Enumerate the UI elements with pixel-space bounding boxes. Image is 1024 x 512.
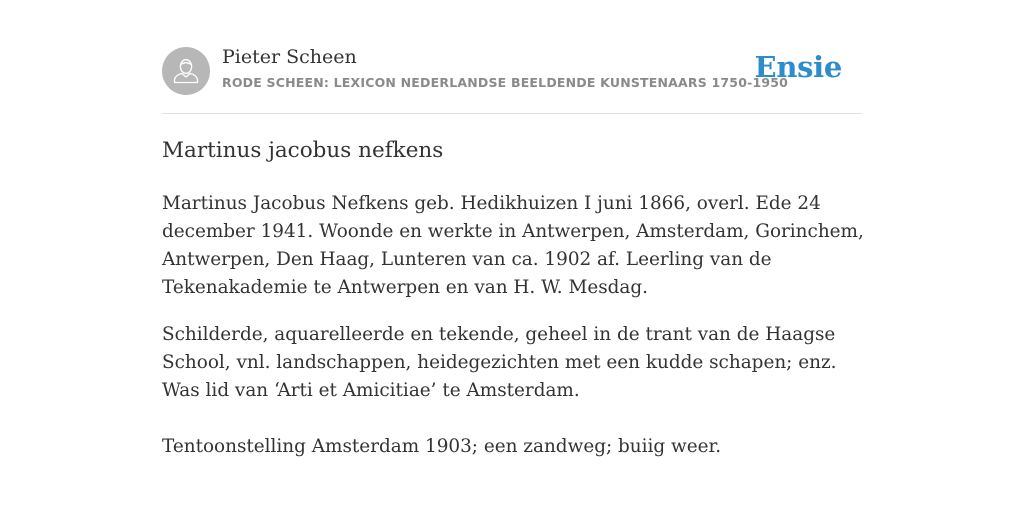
article-paragraph: Schilderde, aquarelleerde en tekende, geheel in de trant van de Haagse School, vnl. landschappen, heidegezichten met een kudde schapen; enz. Was lid van ‘Arti et Amicitiae’ te Amsterdam. bbox=[162, 324, 837, 401]
brand-logo[interactable]: Ensie bbox=[754, 50, 842, 84]
person-icon bbox=[162, 47, 210, 95]
article-paragraph: Martinus Jacobus Nefkens geb. Hedikhuizen I juni 1866, overl. Ede 24 december 1941. Woonde en werkte in Antwerpen, Amsterdam, Gorinchem, Antwerpen, Den Haag, Lunteren van ca. 1902 af. Leerling van de Tekenakademie te Antwerpen en van H. W. Mesdag. bbox=[162, 193, 864, 298]
article-title: Martinus jacobus nefkens bbox=[162, 138, 444, 163]
source-title[interactable]: RODE SCHEEN: LEXICON NEDERLANDSE BEELDENDE KUNSTENAARS 1750-1950 bbox=[222, 75, 789, 90]
author-name[interactable]: Pieter Scheen bbox=[222, 46, 357, 68]
header-divider bbox=[162, 113, 862, 114]
article-paragraph: Tentoonstelling Amsterdam 1903; een zandweg; buiig weer. bbox=[162, 436, 722, 457]
user-avatar-icon[interactable] bbox=[162, 47, 210, 95]
header bbox=[162, 46, 862, 96]
